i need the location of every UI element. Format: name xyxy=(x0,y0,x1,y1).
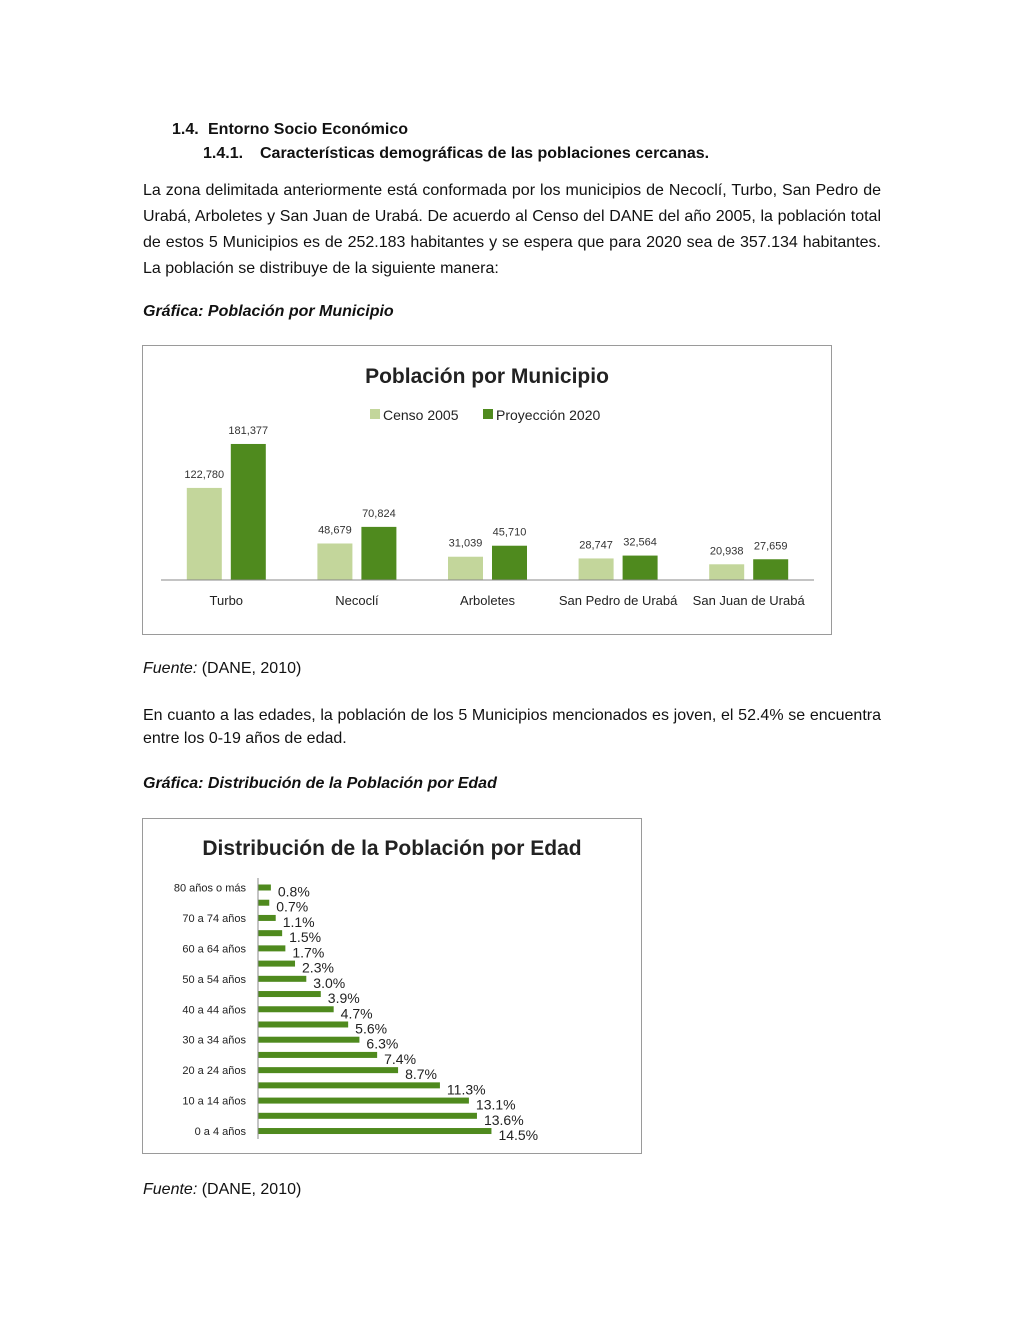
age-bar xyxy=(258,945,285,951)
age-bar xyxy=(258,1128,491,1134)
bar-proyeccion xyxy=(492,546,527,580)
age-chart-box xyxy=(142,818,642,1154)
data-label: 181,377 xyxy=(228,424,269,437)
bar-censo xyxy=(448,557,483,580)
legend-label-censo: Censo 2005 xyxy=(383,407,459,423)
source-text: (DANE, 2010) xyxy=(201,1181,302,1198)
data-label: 0.7% xyxy=(276,898,309,915)
bar-censo xyxy=(579,558,614,580)
data-label: 11.3% xyxy=(446,1081,486,1098)
y-tick-label: 10 a 14 años xyxy=(182,1095,246,1108)
age-bar xyxy=(258,976,306,982)
y-tick-label: 80 años o más xyxy=(173,882,246,895)
y-tick-label: 0 a 4 años xyxy=(194,1126,246,1139)
data-label: 48,679 xyxy=(318,524,352,537)
age-bar xyxy=(258,1113,477,1119)
source-label: Fuente: xyxy=(143,1181,198,1198)
source-text: (DANE, 2010) xyxy=(201,660,302,677)
data-label: 5.6% xyxy=(355,1020,388,1037)
age-bar xyxy=(258,1067,398,1073)
age-bar xyxy=(258,961,295,967)
chart-title: Distribución de la Población por Edad xyxy=(202,837,582,860)
bar-censo xyxy=(709,564,744,580)
source-label: Fuente: xyxy=(143,660,198,677)
age-bar xyxy=(258,1082,440,1088)
data-label: 27,659 xyxy=(753,540,788,553)
data-label: 70,824 xyxy=(362,507,396,520)
data-label: 45,710 xyxy=(492,526,527,539)
subsection-heading xyxy=(203,145,709,163)
subsection-number: 1.4.1. xyxy=(203,145,244,162)
chart2-caption: Gráfica: Distribución de la Población por Edad xyxy=(143,775,497,792)
age-chart xyxy=(143,819,641,1153)
bar-proyeccion xyxy=(623,556,658,580)
y-tick-label: 40 a 44 años xyxy=(182,1004,246,1017)
data-label: 7.4% xyxy=(384,1050,417,1067)
chart2-source xyxy=(143,1181,301,1199)
bar-censo xyxy=(317,543,352,580)
age-bar xyxy=(258,1052,377,1058)
bar-proyeccion xyxy=(753,559,788,580)
data-label: 3.9% xyxy=(327,990,360,1007)
data-label: 2.3% xyxy=(302,959,334,976)
bar-proyeccion xyxy=(361,527,396,580)
legend-swatch-proyeccion xyxy=(483,409,493,419)
chart1-caption: Gráfica: Población por Municipio xyxy=(143,303,394,320)
legend-swatch-censo xyxy=(370,409,380,419)
section-number: 1.4. xyxy=(172,121,199,138)
y-tick-label: 70 a 74 años xyxy=(182,912,246,925)
data-label: 4.7% xyxy=(340,1005,373,1022)
bar-censo xyxy=(187,488,222,580)
age-bar xyxy=(258,1098,469,1104)
age-bar xyxy=(258,885,271,891)
y-tick-label: 50 a 54 años xyxy=(182,973,246,986)
category-label: San Juan de Urabá xyxy=(692,593,805,608)
age-bar xyxy=(258,1006,334,1012)
age-bar xyxy=(258,930,282,936)
category-label: Turbo xyxy=(209,593,244,608)
data-label: 13.6% xyxy=(483,1111,524,1128)
section-heading xyxy=(172,121,408,139)
category-label: Necoclí xyxy=(335,593,379,608)
subsection-title: Características demográficas de las poblaciones cercanas. xyxy=(260,145,710,162)
data-label: 1.5% xyxy=(289,929,322,946)
data-label: 122,780 xyxy=(184,468,225,481)
data-label: 32,564 xyxy=(623,536,657,549)
data-label: 13.1% xyxy=(475,1096,516,1113)
population-chart xyxy=(143,346,831,634)
intro-paragraph: La zona delimitada anteriormente está conformada por los municipios de Necoclí, Turbo, San Pedro de Urabá, Arboletes y San Juan de Urabá. De acuerdo al Censo del DANE del año 2005, la población total de estos 5 Municipios es de 252.183 habitantes y se espera que para 2020 sea de 357.134 habitantes. La población se distribuye de la siguiente manera: xyxy=(143,182,881,277)
y-tick-label: 30 a 34 años xyxy=(182,1034,246,1047)
age-bar xyxy=(258,991,321,997)
data-label: 6.3% xyxy=(366,1035,399,1052)
population-chart-box xyxy=(142,345,832,635)
data-label: 1.7% xyxy=(292,944,325,961)
data-label: 28,747 xyxy=(579,539,613,552)
y-tick-label: 20 a 24 años xyxy=(182,1065,246,1078)
data-label: 20,938 xyxy=(709,545,744,558)
age-bar xyxy=(258,915,276,921)
data-label: 31,039 xyxy=(448,537,483,550)
age-bar xyxy=(258,1037,359,1043)
data-label: 0.8% xyxy=(277,883,310,900)
chart1-source xyxy=(143,660,301,678)
data-label: 8.7% xyxy=(405,1066,437,1083)
bar-proyeccion xyxy=(231,444,266,580)
category-label: San Pedro de Urabá xyxy=(558,593,678,608)
legend-label-proyeccion: Proyección 2020 xyxy=(496,407,601,423)
data-label: 14.5% xyxy=(498,1127,539,1144)
age-paragraph: En cuanto a las edades, la población de los 5 Municipios mencionados es joven, el 52.4% se encuentra entre los 0-19 años de edad. xyxy=(143,707,881,747)
age-bar xyxy=(258,900,269,906)
data-label: 1.1% xyxy=(282,913,315,930)
section-title: Entorno Socio Económico xyxy=(208,121,409,138)
age-bar xyxy=(258,1021,348,1027)
chart-title: Población por Municipio xyxy=(365,365,609,388)
y-tick-label: 60 a 64 años xyxy=(182,943,246,956)
data-label: 3.0% xyxy=(313,974,346,991)
category-label: Arboletes xyxy=(460,593,515,608)
